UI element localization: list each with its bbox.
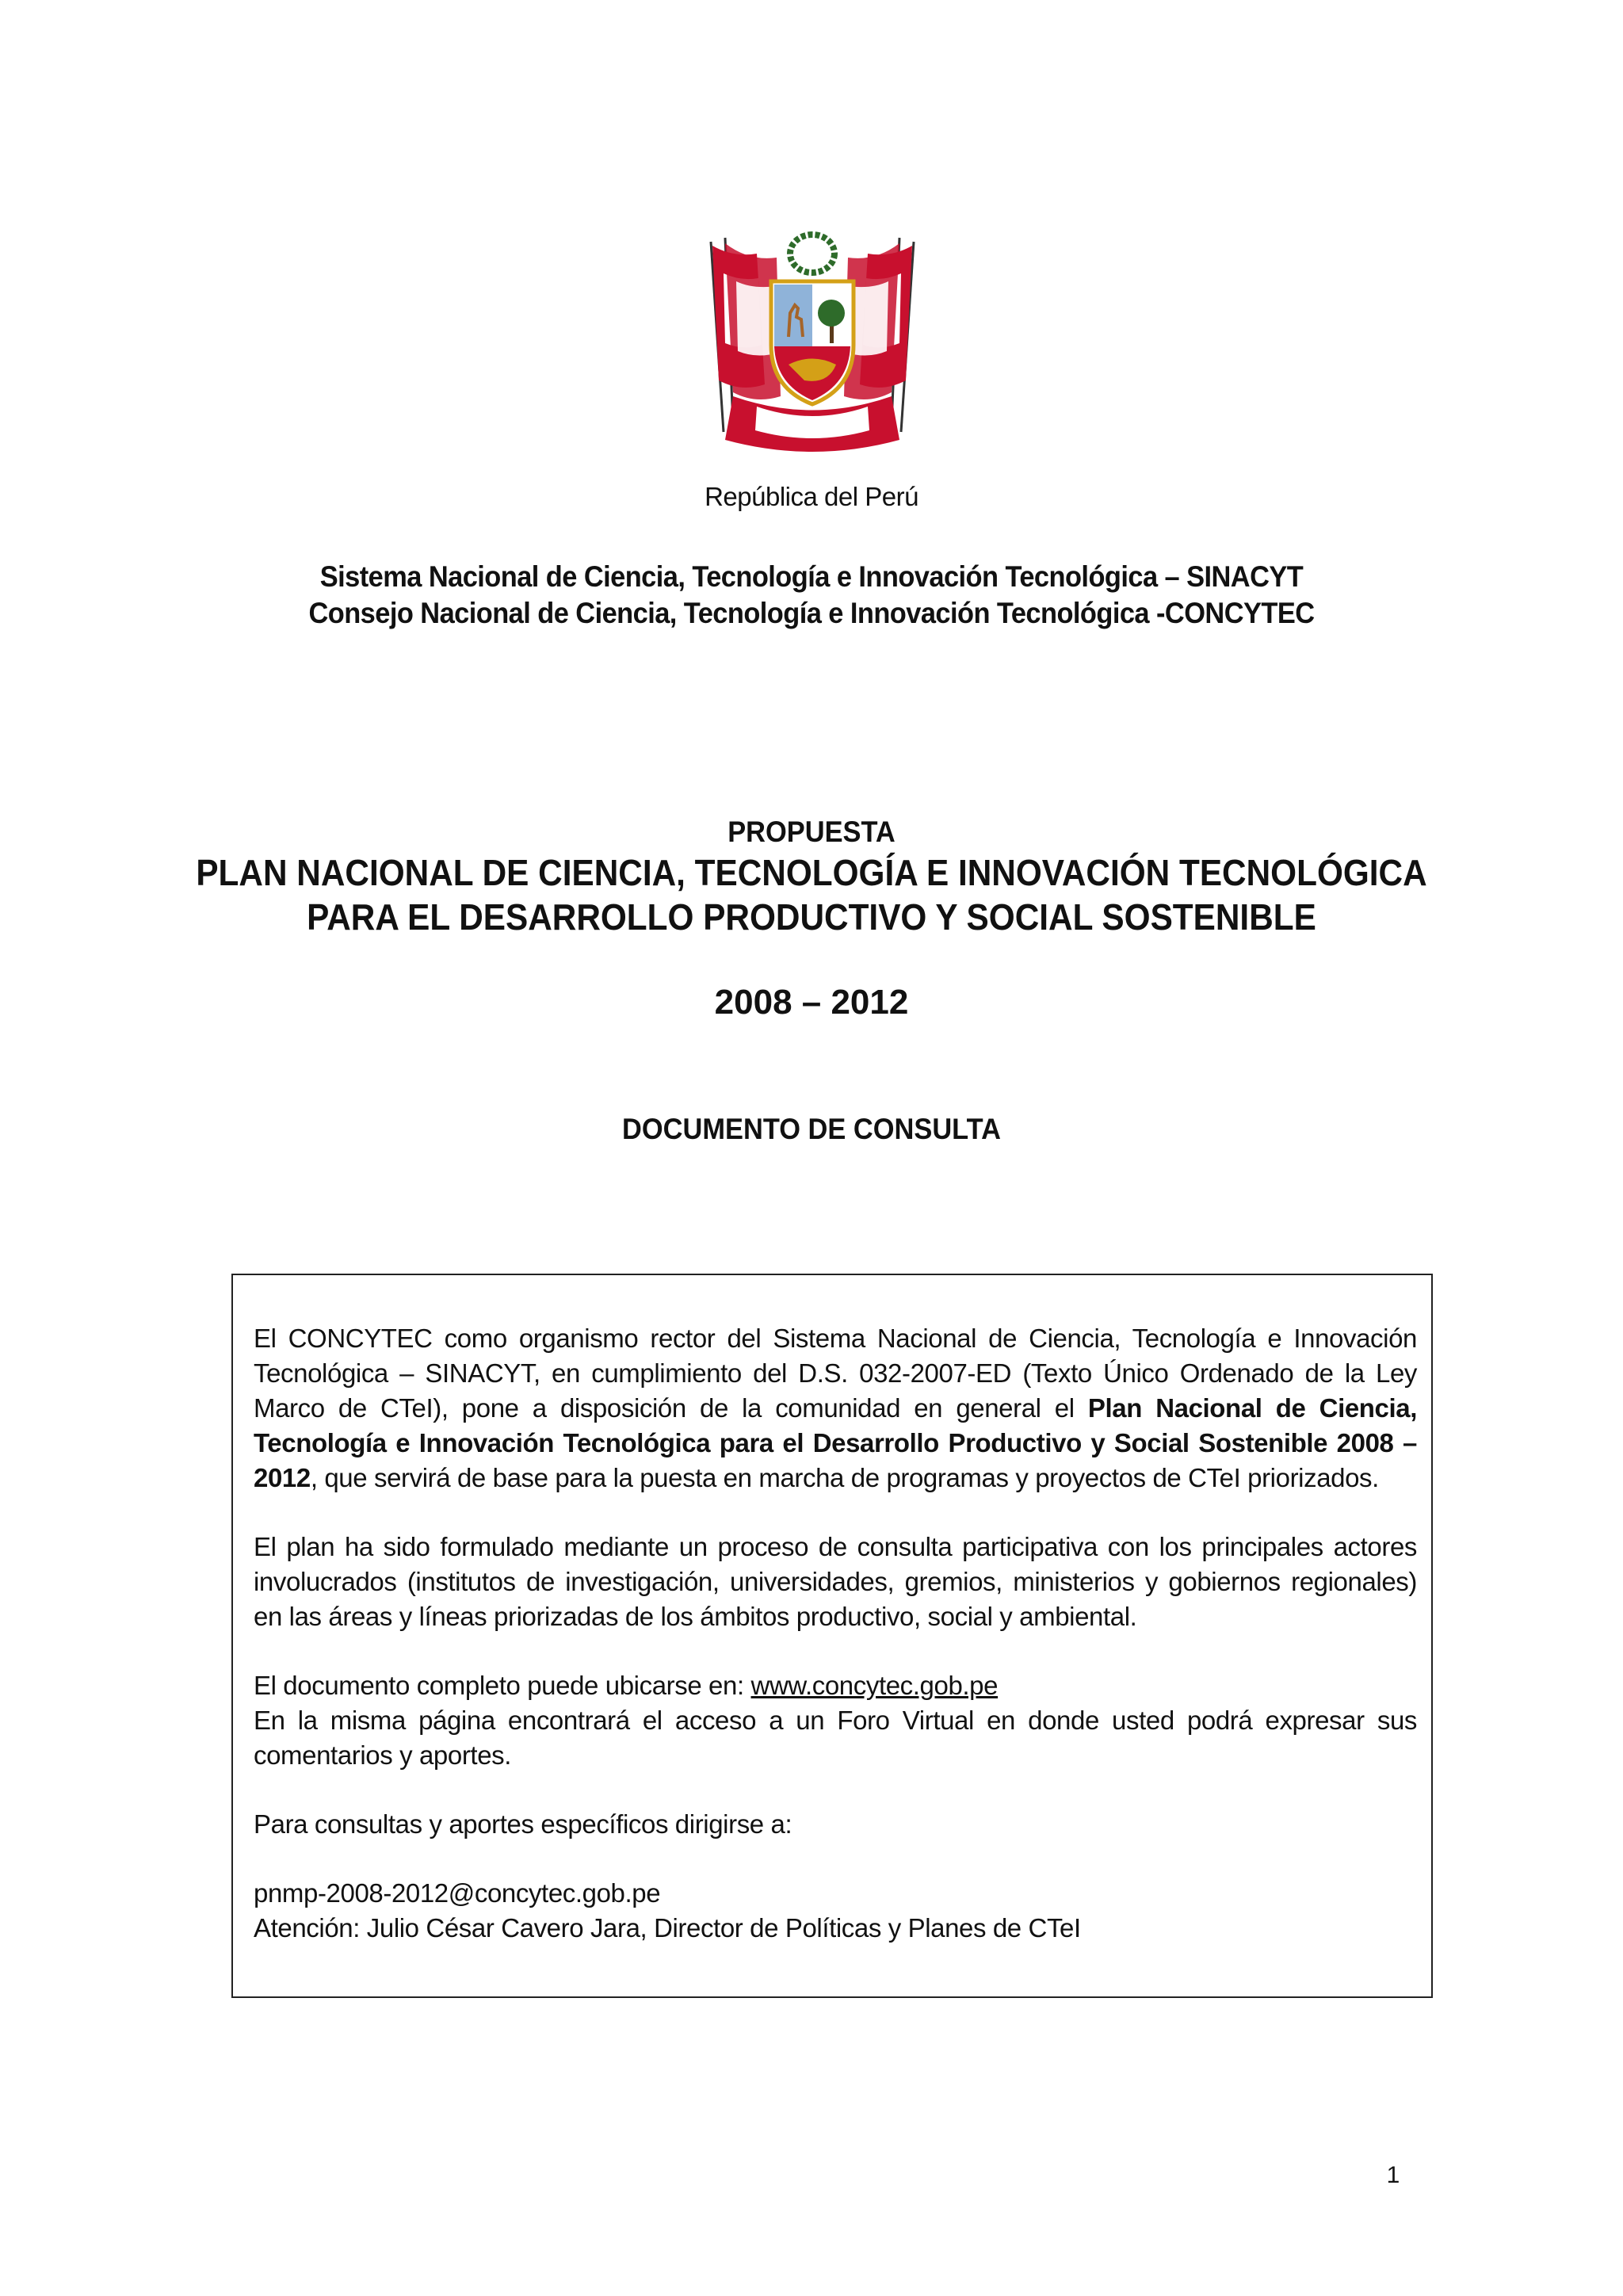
intro-text: El CONCYTEC como organismo rector del Sistema Nacional de Ciencia, Tecnología e Innovación Tecnológica – SINACYT, en cumplimiento del D.S. 032-2007-ED (Texto Único Ordenado de la Ley Marco de CTeI), pone a disposición de la comunidad en general el [254, 1324, 1417, 1423]
plan-years: 2008 – 2012 [714, 983, 909, 1022]
attention-line: Atención: Julio César Cavero Jara, Director de Políticas y Planes de CTeI [254, 1913, 1081, 1943]
institution-concytec: Consejo Nacional de Ciencia, Tecnología e Innovación Tecnológica -CONCYTEC [308, 597, 1315, 629]
website-link[interactable]: www.concytec.gob.pe [750, 1671, 999, 1700]
peru-coat-of-arms-icon [701, 226, 923, 456]
intro-text-end: , que servirá de base para la puesta en marcha de programas y proyectos de CTeI priorizados. [310, 1463, 1379, 1492]
consultation-box [231, 1274, 1433, 1998]
shield [771, 281, 854, 404]
paragraph-email [254, 1876, 1417, 1946]
page-number: 1 [1386, 2162, 1400, 2188]
forum-text: En la misma página encontrará el acceso a un Foro Virtual en donde usted podrá expresar sus comentarios y aportes. [254, 1706, 1417, 1770]
website-prefix: El documento completo puede ubicarse en: [254, 1671, 751, 1700]
consultation-box-content [254, 1321, 1417, 1980]
contact-email[interactable]: pnmp-2008-2012@concytec.gob.pe [254, 1878, 661, 1908]
plan-title-line-1: PLAN NACIONAL DE CIENCIA, TECNOLOGÍA E INNOVACIÓN TECNOLÓGICA [196, 852, 1427, 893]
paragraph-intro [254, 1321, 1417, 1496]
paragraph-website [254, 1668, 1417, 1773]
proposal-label: PROPUESTA [727, 816, 896, 848]
plan-title-line-2: PARA EL DESARROLLO PRODUCTIVO Y SOCIAL SOSTENIBLE [307, 896, 1316, 938]
institution-sinacyt: Sistema Nacional de Ciencia, Tecnología e Innovación Tecnológica – SINACYT [319, 560, 1304, 593]
country-name: República del Perú [705, 482, 918, 511]
laurel-wreath [790, 235, 834, 273]
document-type: DOCUMENTO DE CONSULTA [622, 1113, 1001, 1145]
paragraph-contact: Para consultas y aportes específicos dirigirse a: [254, 1809, 792, 1839]
plan-name-bold: Plan Nacional de Ciencia, Tecnología e Innovación Tecnológica para el Desarrollo Productivo y Social Sostenible 2008 – 2012 [254, 1393, 1417, 1492]
paragraph-process: El plan ha sido formulado mediante un proceso de consulta participativa con los principales actores involucrados (institutos de investigación, universidades, gremios, ministerios y gobiernos regionales) en las áreas y líneas priorizadas de los ámbitos productivo, social y ambiental. [254, 1532, 1417, 1631]
